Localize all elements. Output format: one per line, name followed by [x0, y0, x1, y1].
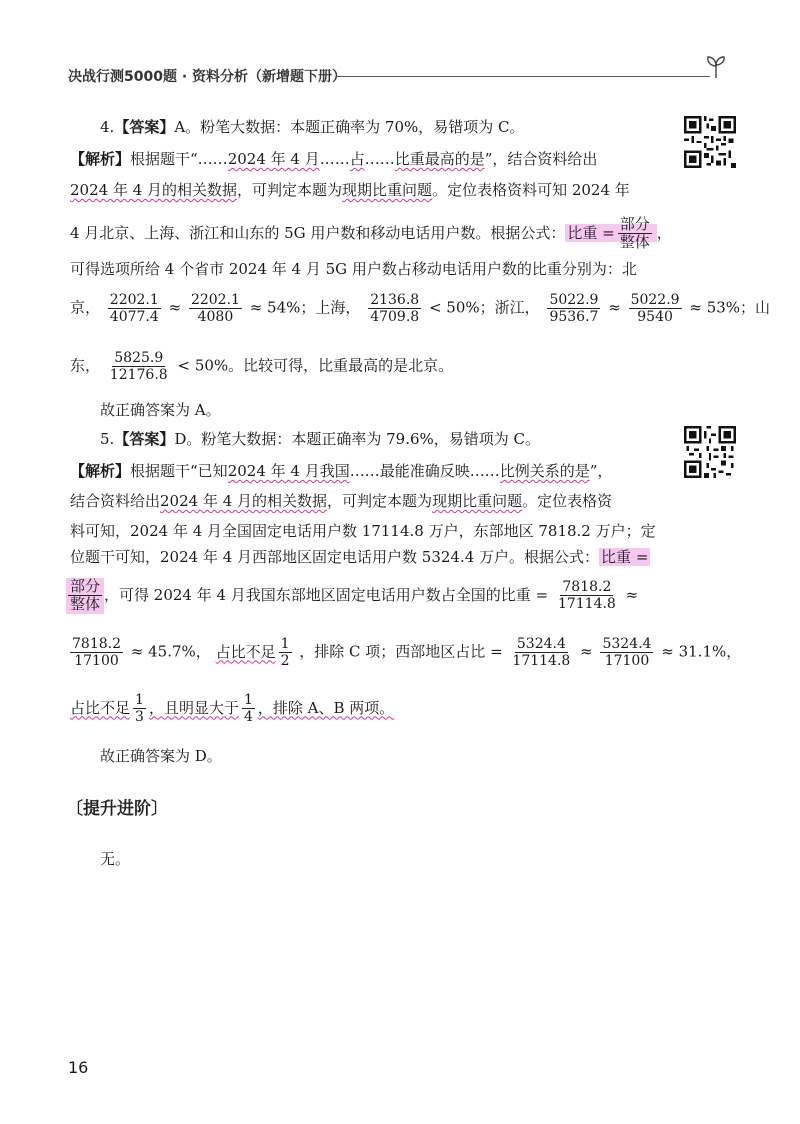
analysis-text: 根据题干“已知 — [130, 462, 228, 480]
analysis-text: ，可判定本题为 — [237, 181, 343, 199]
fraction-denominator: 12176.8 — [109, 367, 168, 384]
approx-sign: ≈ — [608, 298, 621, 317]
analysis-text: 。定位表格资料可知 2024 年 — [432, 181, 630, 199]
fraction-numerator: 2136.8 — [370, 292, 420, 308]
key-phrase — [70, 692, 395, 726]
fraction-denominator: 17100 — [604, 653, 650, 670]
key-phrase-text: ，排除 A、B 两项。 — [257, 698, 395, 717]
fraction-denominator: 9540 — [637, 309, 673, 326]
fraction-numerator: 5324.4 — [602, 636, 652, 652]
qr-code-icon[interactable] — [684, 426, 736, 478]
fraction-numerator: 1 — [135, 692, 144, 708]
analysis-text: ，排除 C 项；西部地区占比 = — [299, 642, 503, 661]
analysis-text: 根据题干“…… — [130, 150, 228, 168]
q5-analysis-line-2 — [70, 490, 612, 512]
fraction-denominator: 17100 — [74, 653, 119, 670]
fraction — [600, 636, 653, 669]
analysis-text: < 50%。比较可得，比重最高的是北京。 — [177, 356, 454, 375]
analysis-text: 京， — [70, 298, 101, 317]
fraction-numerator: 2202.1 — [109, 292, 159, 308]
fraction-numerator: 2202.1 — [190, 292, 240, 308]
sprout-icon — [704, 54, 728, 80]
analysis-text: ，可得 2024 年 4 月我国东部地区固定电话用户数占全国的比重 = — [104, 585, 549, 604]
fraction-denominator: 4 — [243, 709, 253, 726]
q5-calc-line-2 — [70, 692, 394, 725]
fraction-denominator: 9536.7 — [549, 309, 599, 326]
q4-answer-tag: 【答案】 — [114, 118, 175, 136]
key-phrase-text: 占比不足 — [215, 642, 276, 661]
q5-analysis-line-3: 料可知，2024 年 4 月全国固定电话用户数 17114.8 万户，东部地区 7818.2 万户；定 — [70, 522, 656, 540]
fraction-denominator: 2 — [280, 653, 290, 670]
q5-answer-text: D。粉笔大数据：本题正确率为 79.6%，易错项为 C。 — [174, 430, 541, 448]
fraction — [108, 350, 170, 383]
key-phrase: 2024 年 4 月我国 — [227, 462, 350, 480]
q5-analysis-tag: 【解析】 — [70, 462, 131, 480]
fraction — [242, 692, 255, 725]
q4-analysis-line-3 — [70, 216, 672, 252]
analysis-text: 可得选项所给 4 个省市 2024 年 4 月 5G 用户数占移动电话用户数的比重分别为：北 — [70, 260, 637, 278]
section-title: 〔提升进阶〕 — [66, 799, 168, 819]
analysis-text: < 50%；浙江， — [428, 298, 540, 317]
fraction — [189, 292, 242, 325]
ratio-formula — [565, 215, 656, 252]
q4-analysis-line-4 — [70, 258, 637, 280]
q5-conclusion: 故正确答案为 D。 — [100, 747, 222, 765]
fraction-denominator: 17114.8 — [512, 653, 571, 670]
q4-conclusion: 故正确答案为 A。 — [100, 401, 221, 419]
key-phrase: 占 — [349, 150, 365, 168]
key-phrase: 现期比重问题 — [342, 181, 433, 199]
q4-answer-text: A。粉笔大数据：本题正确率为 70%，易错项为 C。 — [174, 118, 525, 136]
qr-code-icon[interactable] — [684, 116, 736, 168]
fraction — [108, 292, 161, 325]
analysis-text: 。定位表格资 — [522, 492, 613, 510]
key-phrase: 2024 年 4 月的相关数据 — [70, 181, 238, 199]
q5-calc-line-1 — [70, 636, 741, 669]
fraction — [133, 692, 146, 725]
formula-fraction — [618, 216, 652, 252]
advanced-content: 无。 — [100, 850, 131, 868]
fraction-numerator: 部分 — [619, 215, 650, 233]
q5-analysis-line-4 — [70, 546, 650, 568]
fraction-denominator: 17114.8 — [557, 596, 616, 613]
fraction-denominator: 4077.4 — [109, 309, 159, 326]
approx-sign: ≈ — [168, 298, 182, 317]
key-phrase: 2024 年 4 月的相关数据 — [160, 492, 328, 510]
fraction-numerator: 7818.2 — [72, 636, 121, 652]
key-phrase: 比例关系的是 — [499, 462, 590, 480]
analysis-text: …… — [319, 150, 350, 168]
analysis-text: ≈ 54%；上海， — [249, 298, 361, 317]
analysis-text: 4 月北京、上海、浙江和山东的 5G 用户数和移动电话用户数。根据公式： — [70, 223, 566, 242]
analysis-text: ”， — [589, 462, 613, 480]
fraction-numerator: 5022.9 — [549, 292, 599, 308]
approx-sign: ≈ — [625, 585, 639, 604]
analysis-text: 结合资料给出 — [70, 492, 161, 510]
fraction-denominator: 整体 — [70, 595, 101, 614]
formula-lhs: 比重 = — [567, 223, 615, 242]
analysis-text: ≈ 45.7%， — [130, 642, 211, 661]
fraction-numerator: 1 — [280, 636, 290, 652]
q5-answer-tag: 【答案】 — [114, 430, 175, 448]
fraction-denominator: 4709.8 — [370, 309, 420, 326]
ratio-formula-fraction — [66, 578, 104, 614]
fraction — [629, 292, 682, 325]
key-phrase-text: ，且明显大于 — [148, 698, 239, 717]
q5-answer-line — [100, 428, 540, 450]
q4-number: 4. — [100, 118, 115, 136]
key-phrase: 2024 年 4 月 — [227, 150, 320, 168]
analysis-text: ，可判定本题为 — [327, 492, 433, 510]
q4-calc-line-2 — [70, 350, 453, 383]
q4-analysis-line-1 — [70, 148, 597, 170]
analysis-text: 位题干可知，2024 年 4 月西部地区固定电话用户数 5324.4 万户。根据公式： — [70, 548, 600, 566]
fraction — [547, 292, 600, 325]
book-title: 决战行测5000题 · 资料分析（新增题下册） — [68, 69, 347, 85]
key-phrase: 比重最高的是 — [394, 150, 485, 168]
q4-calc-line-1 — [70, 292, 770, 325]
fraction — [510, 636, 572, 669]
analysis-text: ≈ 31.1%， — [661, 642, 742, 661]
fraction — [279, 636, 292, 669]
key-phrase-text: 占比不足 — [70, 698, 131, 717]
fraction — [70, 636, 123, 669]
key-phrase — [215, 636, 295, 670]
q4-analysis-tag: 【解析】 — [70, 150, 131, 168]
fraction-denominator: 3 — [135, 709, 144, 726]
q4-analysis-line-2 — [70, 179, 630, 201]
q4-answer-line — [100, 116, 525, 138]
fraction-numerator: 5825.9 — [114, 350, 164, 366]
fraction-denominator: 4080 — [197, 309, 234, 326]
q5-number: 5. — [100, 430, 115, 448]
header-rule — [336, 76, 710, 77]
analysis-text: ”，结合资料给出 — [484, 150, 598, 168]
q5-analysis-line-1 — [70, 460, 612, 482]
fraction — [368, 292, 421, 325]
q5-analysis-line-5 — [66, 578, 638, 614]
fraction-numerator: 5022.9 — [630, 292, 680, 308]
page-number: 16 — [68, 1058, 89, 1077]
ratio-formula-lhs: 比重 = — [601, 548, 649, 566]
analysis-text: ……最能准确反映…… — [349, 462, 500, 480]
fraction-numerator: 5324.4 — [516, 636, 566, 652]
approx-sign: ≈ — [580, 642, 593, 661]
fraction — [556, 579, 618, 612]
running-header — [68, 64, 728, 88]
analysis-text: …… — [364, 150, 395, 168]
analysis-text: 东， — [70, 356, 101, 375]
analysis-text: ， — [656, 223, 672, 242]
analysis-text: ≈ 53%；山 — [689, 298, 771, 317]
key-phrase: 现期比重问题 — [432, 492, 523, 510]
fraction-denominator: 整体 — [619, 233, 650, 252]
fraction-numerator: 部分 — [70, 577, 101, 595]
fraction-numerator: 1 — [243, 692, 253, 708]
fraction-numerator: 7818.2 — [562, 579, 612, 596]
